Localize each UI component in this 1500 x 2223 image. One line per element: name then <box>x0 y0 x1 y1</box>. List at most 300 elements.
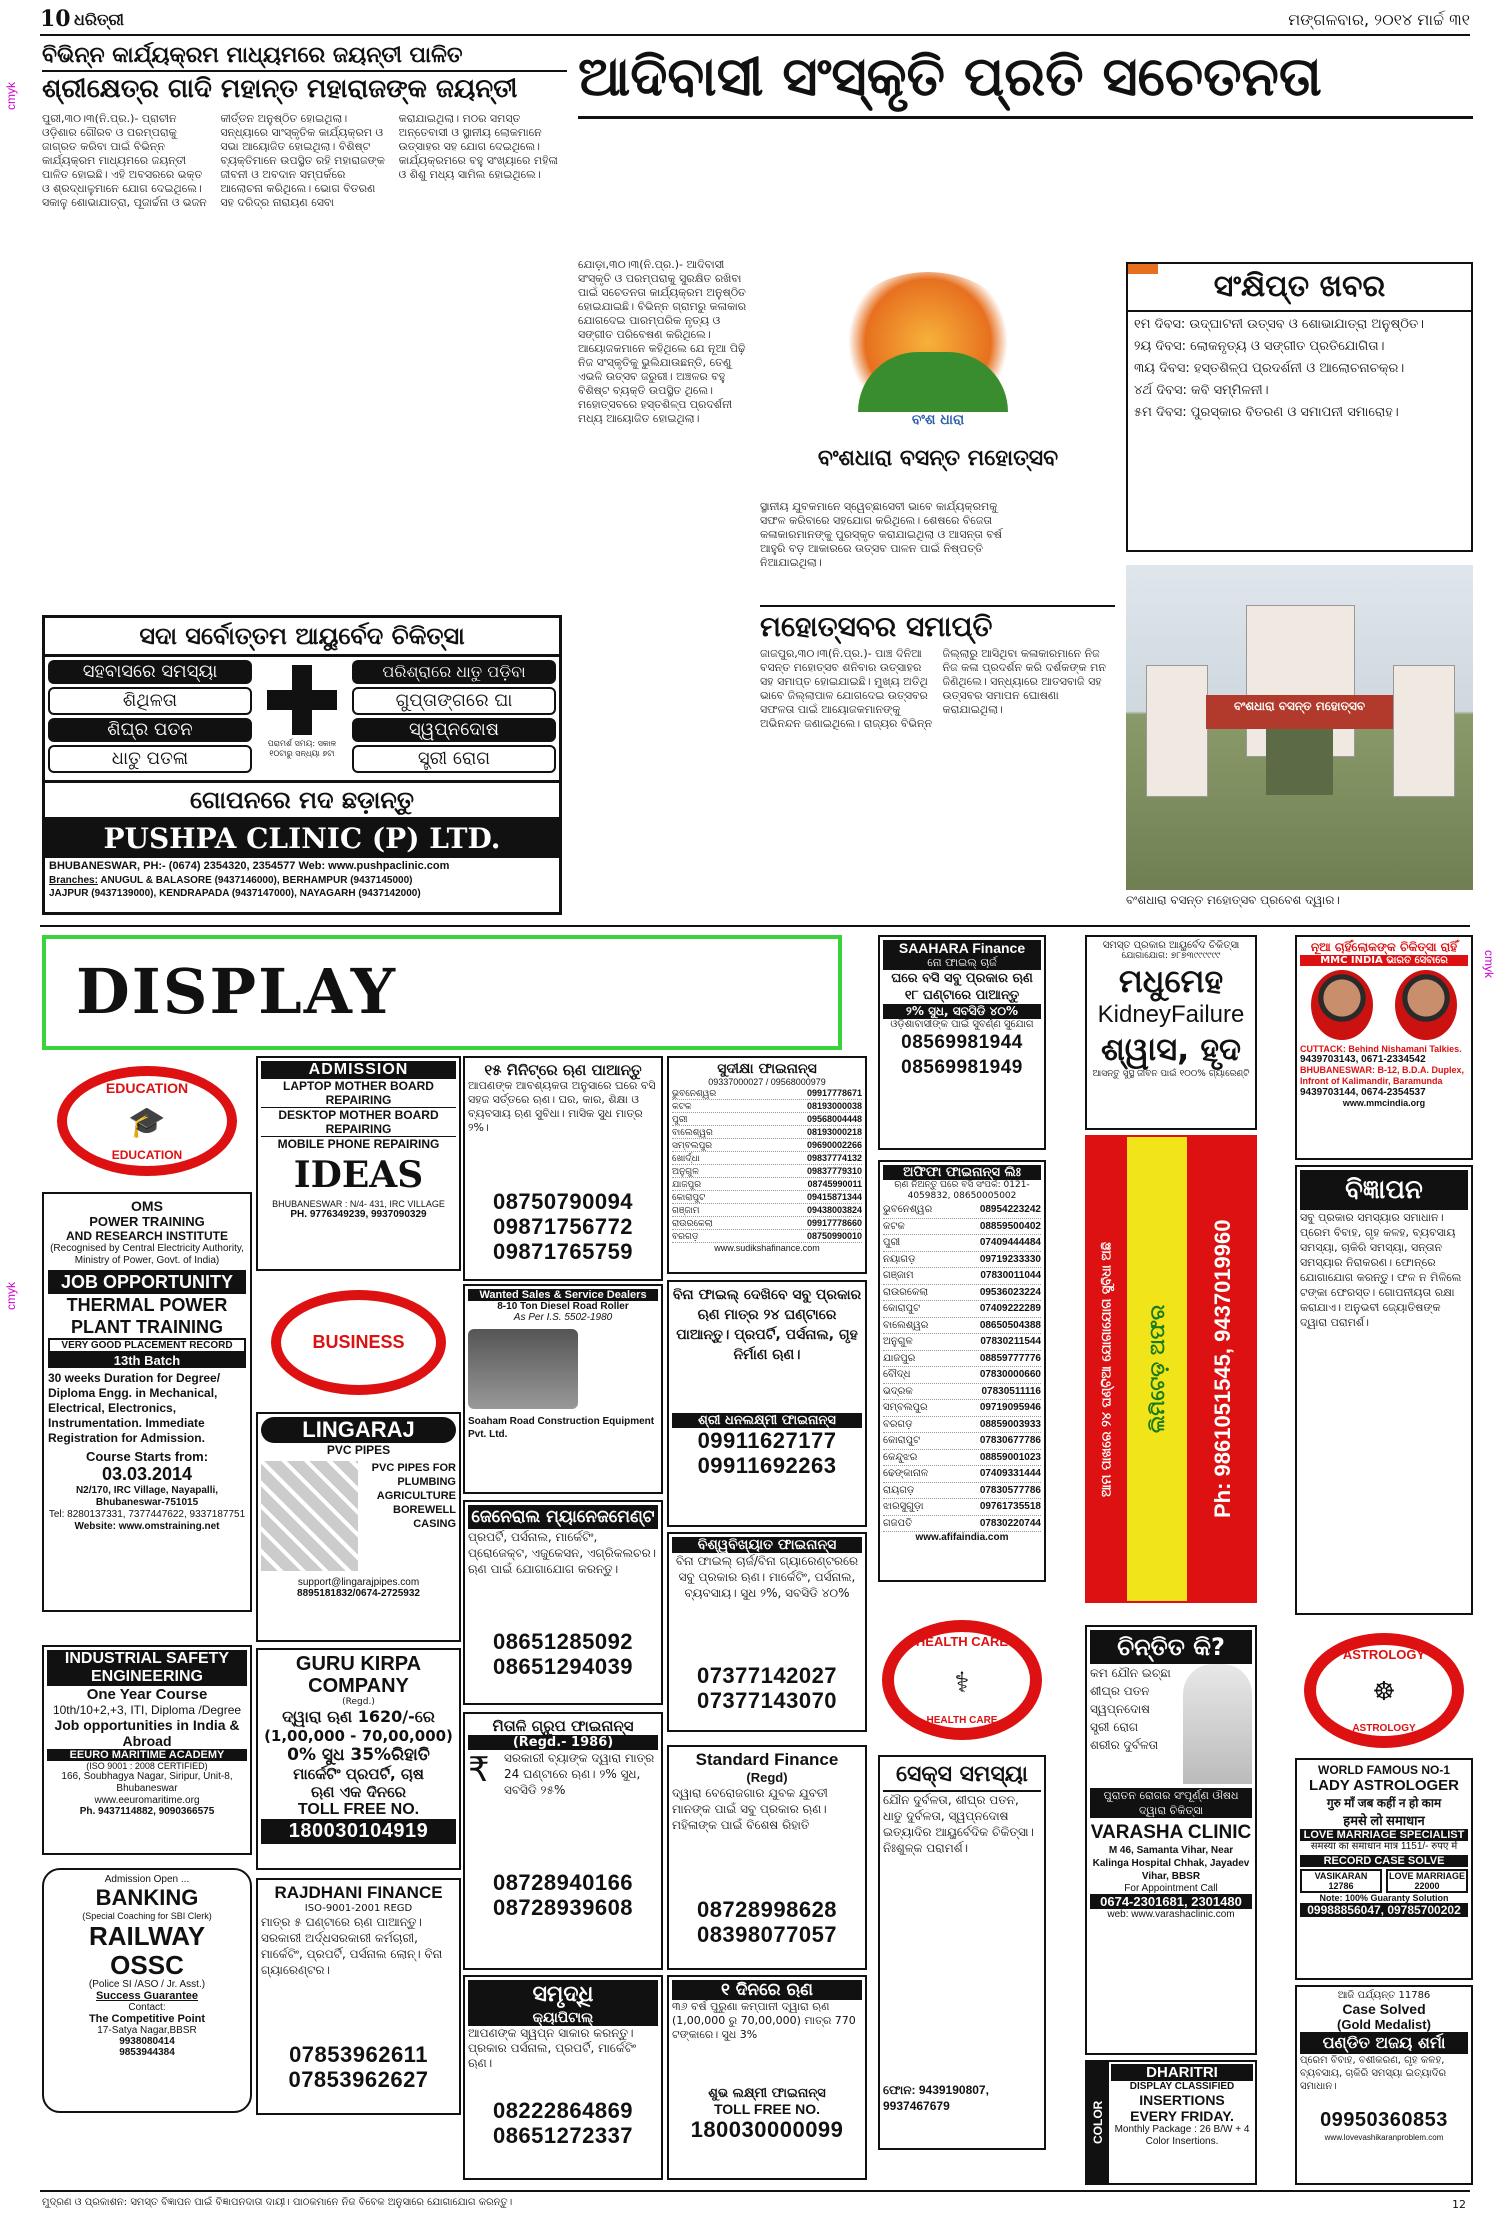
astrologer-ad <box>1295 1758 1473 1980</box>
afifa-city: ରାଉରକେଲା <box>883 1286 929 1298</box>
sudiksha-phone: 09837779310 <box>806 1166 862 1176</box>
mmc-bbsr: BHUBANESWAR: B-12, B.D.A. Duplex, Infront of Kalimandir, Baramunda <box>1300 1065 1465 1086</box>
mitali-ad <box>463 1712 663 1970</box>
samrudhi-sub: କ୍ୟାପିଟାଲ୍ <box>468 2010 658 2026</box>
sidebar-item: ୫ମ ଦିବସ: ପୁରସ୍କାର ବିତରଣ ଓ ସମାପନୀ ସମାରୋହ। <box>1134 405 1399 420</box>
afifa-city: ସମ୍ବଲପୁର <box>883 1402 928 1413</box>
afifa-phone: 08859500402 <box>979 1220 1041 1232</box>
health-top: HEALTH CARE <box>915 1634 1009 1649</box>
astrology-bottom: ASTROLOGY <box>1352 1722 1416 1734</box>
astro-v1: VASIKARAN 12786 <box>1300 1869 1382 1893</box>
rajdhani-p1: 07853962611 <box>289 2042 428 2067</box>
mitali-p2: 08728939608 <box>492 1895 634 1920</box>
standard-p1: 08728998628 <box>696 1897 838 1922</box>
banking-l6: Success Guarantee <box>95 1990 199 2002</box>
vina-body: ବିନା ଫାଇଲ୍ ଦେଖିବେ ସବୁ ପ୍ରକାର ଋଣ ମାତ୍ର ୨୪ ଘଣ୍ଟାରେ ପାଆନ୍ତୁ। ପ୍ରପର୍ଟି, ପର୍ସନାଲ, ଗୃହ ନିର୍ମାଣ ଋଣ। <box>672 1287 862 1363</box>
main-kicker-bar <box>578 116 1473 119</box>
banking-l4: OSSC <box>110 1950 184 1980</box>
saahara-sub: ନୋ ଫାଇଲ୍ ଚାର୍ଜ <box>883 956 1041 970</box>
madhumeha-t2: KidneyFailure <box>1097 1001 1245 1028</box>
soaham-company: Soaham Road Construction Equipment Pvt. Ltd. <box>468 1416 655 1440</box>
standard-body: ଦ୍ୱାରା ବେରୋଜଗାର ଯୁବକ ଯୁବତୀ ମାନଙ୍କ ପାଇଁ ସବୁ ପ୍ରକାର ଋଣ। ମହିଳାଙ୍କ ପାଇଁ ବିଶେଷ ରିହାତି <box>672 1786 828 1832</box>
banking-l10: 9938080414 <box>119 2036 175 2047</box>
doctor-photo <box>1311 970 1373 1040</box>
afifa-rows <box>883 1202 1041 1532</box>
varasha-name: VARASHA CLINIC <box>1090 1822 1252 1843</box>
dharitri-l1: INSERTIONS <box>1139 2092 1225 2108</box>
soaham-title: Wanted Sales & Service Dealers <box>468 1289 658 1301</box>
ideas-c1: LAPTOP MOTHER BOARD REPAIRING <box>261 1079 456 1108</box>
manager-title: ଜେନେରାଲ ମ୍ୟାନେଜମେଣ୍ଟ <box>468 1505 658 1529</box>
varasha-appt: For Appointment Call <box>1124 1883 1218 1894</box>
afifa-city: ନୟାଗଡ଼ <box>883 1253 916 1265</box>
vishwa-body: ବିନା ଫାଇଲ୍ ଚାର୍ଜ/ବିନା ଗ୍ୟାରେଣ୍ଟରରେ ସବୁ ପ୍ରକାର ଋଣ। ମାର୍କେଟିଂ, ପର୍ସନାଲ, ବ୍ୟବସାୟ। ସୁଧ ୨%, ସବସିଡି ୪୦% <box>675 1554 859 1600</box>
afifa-row <box>883 1367 1041 1384</box>
pushpa-branches-1: ANUGUL & BALASORE (9437146000), BERHAMPUR (9437145000) <box>100 875 413 886</box>
samrudhi-ad <box>463 1975 663 2180</box>
vertical-color-ad <box>1085 1135 1257 1603</box>
madhumeha-foot: ଆସନ୍ତୁ ସୁସ୍ଥ ଜୀବନ ପାଇଁ ୧୦୦% ଗ୍ୟାରେଣ୍ଟି <box>1092 1069 1250 1079</box>
pushpa-left-4: ଧାତୁ ପତଳା <box>48 745 252 773</box>
sudiksha-phone: 09690002266 <box>806 1140 862 1150</box>
afifa-city: ବାଲେଶ୍ୱର <box>883 1319 929 1331</box>
afifa-web: www.afifaindia.com <box>915 1532 1009 1543</box>
afifa-phone: 07830211544 <box>980 1336 1041 1347</box>
afifa-row <box>883 1285 1041 1302</box>
sudiksha-city: ପୁରୀ <box>672 1114 688 1124</box>
vina-p1: 09911627177 <box>697 1428 837 1453</box>
mitali-p1: 08728940166 <box>492 1870 634 1895</box>
oms-name: OMS <box>131 1198 163 1214</box>
astro-t6: समस्या का समाधान मात्र 1151/- रुपए में <box>1310 1841 1458 1852</box>
afifa-row <box>883 1483 1041 1500</box>
c3-loan-ad <box>463 1056 663 1281</box>
afifa-city: ଭୁବନେଶ୍ୱର <box>883 1204 933 1215</box>
industrial-iso: (ISO 9001 : 2008 CERTIFIED) <box>86 1761 208 1771</box>
dharitri-l2: EVERY FRIDAY. <box>1130 2108 1234 2124</box>
sudiksha-phone: 09917778671 <box>806 1088 862 1098</box>
afifa-phone: 07830220744 <box>979 1517 1041 1529</box>
ideas-ad <box>256 1056 461 1271</box>
c3-loan-p2: 09871756772 <box>492 1214 634 1239</box>
afifa-city: କଟକ <box>883 1220 905 1232</box>
afifa-city: ପୁରୀ <box>883 1237 901 1248</box>
varasha-web: web: www.varashaclinic.com <box>1107 1909 1235 1920</box>
manager-p2: 08651294039 <box>492 1654 634 1679</box>
afifa-sub: ଋଣ ନିଅନ୍ତୁ ଘରେ ବସି ସଂପର୍କ: 0121-4059832, 08650005002 <box>894 1180 1030 1201</box>
sudiksha-city: ଅନୁଗୁଳ <box>672 1166 699 1176</box>
caduceus-icon: ⚕ <box>954 1665 970 1699</box>
oms-tel: Tel: 8280137331, 7377447622, 9337187751 <box>48 1509 246 1520</box>
astro-t7: RECORD CASE SOLVE <box>1300 1855 1468 1867</box>
afifa-phone: 07830011044 <box>980 1270 1041 1281</box>
graduation-cap-icon: 🎓 <box>128 1104 166 1140</box>
oms-ad <box>42 1192 252 1612</box>
sudiksha-phone: 09438003824 <box>806 1205 862 1215</box>
rajdhani-name: RAJDHANI FINANCE <box>274 1883 443 1902</box>
sudiksha-row <box>672 1217 862 1230</box>
sudiksha-city: ବାଲେଶ୍ୱର <box>672 1127 713 1137</box>
main-headline: ଆଦିବାସୀ ସଂସ୍କୃତି ପ୍ରତି ସଚେତନତା <box>578 45 1322 108</box>
sudiksha-web: www.sudikshafinance.com <box>714 1243 820 1253</box>
education-top: EDUCATION <box>105 1080 189 1096</box>
mmc-cut: CUTTACK: Behind Nishamani Talkies. <box>1300 1044 1462 1054</box>
dharitri-l3: Monthly Package : 26 B/W + 4 Color Insertions. <box>1114 2124 1250 2147</box>
industrial-course: One Year Course <box>86 1686 208 1703</box>
gate-banner-text: ବଂଶଧାରା ବସନ୍ତ ମହୋତ୍ସବ <box>1233 699 1366 713</box>
standard-title: Standard Finance <box>695 1750 839 1769</box>
afifa-phone: 08859003933 <box>979 1418 1041 1430</box>
madhumeha-top: ସମସ୍ତ ପ୍ରକାର ଆୟୁର୍ବେଦ ଚିକିତ୍ସା <box>1102 940 1240 951</box>
vertical-ad-tag: ଲିମିଟେଡ଼ ଅଫର <box>1145 1304 1169 1434</box>
display-classified-banner <box>42 935 842 1050</box>
top-left-story <box>42 42 567 610</box>
pushpa-left-3: ଶିଘ୍ର ପତନ <box>48 718 252 742</box>
festival-logo <box>758 262 1118 492</box>
pushpa-left-1: ସହବାସରେ ସମସ୍ୟା <box>48 660 252 684</box>
vishwa-ad <box>667 1532 867 1732</box>
mmc-name: MMC INDIA ଭାରତ ସେବାରେ <box>1300 955 1468 966</box>
manager-body: ପ୍ରପର୍ଟି, ପର୍ସନାଲ, ମାର୍କେଟିଂ, ପ୍ରୋଜେକ୍ଟ, ଏଜୁକେସନ, ଏଗ୍ରିକଲଚର। ଋଣ ପାଇଁ ଯୋଗାଯୋଗ କରନ୍ତୁ। <box>468 1530 657 1576</box>
pushpa-contact: BHUBANESWAR, PH:- (0674) 2354320, 2354577 Web: www.pushpaclinic.com <box>49 860 450 872</box>
afifa-row <box>883 1433 1041 1450</box>
ideas-addr: BHUBANESWAR : N/4- 431, IRC VILLAGE <box>272 1199 445 1209</box>
vishwa-p1: 07377142027 <box>696 1663 838 1688</box>
afifa-row <box>883 1235 1041 1252</box>
standard-p2: 08398077057 <box>696 1922 838 1947</box>
doctor-photo <box>1395 970 1457 1040</box>
astrology-emblem <box>1295 1625 1473 1755</box>
health-care-emblem <box>878 1610 1046 1750</box>
afifa-row <box>883 1202 1041 1219</box>
afifa-row <box>883 1268 1041 1285</box>
varasha-item: ସ୍ୱପ୍ନଦୋଷ <box>1090 1702 1150 1716</box>
oneday-title: ୧ ଦିନରେ ଋଣ <box>672 1980 862 2000</box>
sudiksha-city: ରାଉରକେଲା <box>672 1218 713 1228</box>
woman-photo <box>1183 1664 1252 1784</box>
astro-t1: WORLD FAMOUS NO-1 <box>1318 1763 1450 1777</box>
section-rule <box>40 925 1470 927</box>
gurukirpa-l2: (1,00,000 - 70,00,000) <box>264 1727 453 1745</box>
pushpa-right-2: ଗୁପ୍ତାଙ୍ଗରେ ଘା <box>352 687 556 715</box>
astro-t2: LADY ASTROLOGER <box>1308 1777 1459 1794</box>
cmyk-mark-left-1: cmyk <box>4 82 18 110</box>
right-text-body: ସବୁ ପ୍ରକାର ସମସ୍ୟାର ସମାଧାନ। ପ୍ରେମ ବିବାହ, ଗୃହ କଳହ, ବ୍ୟବସାୟ ସମସ୍ୟା, ଚାକିରି ସମସ୍ୟା, ସନ୍ତାନ ସମସ୍ୟାର ନିରାକରଣ। ଫୋନ୍‌ରେ ଯୋଗାଯୋଗ କରନ୍ତୁ। ଫଳ ନ ମିଳିଲେ ଟଙ୍କା ଫେରସ୍ତ। ଗୋପନୀୟତା ରକ୍ଷା କରାଯାଏ। ଅନୁଭବୀ ଜ୍ୟୋତିଷଙ୍କ ଦ୍ୱାରା ପରାମର୍ଶ। <box>1300 1211 1462 1329</box>
gurukirpa-l5: ଋଣ ଏକ ଦିନରେ <box>310 1783 407 1801</box>
main-story-col1: ଯୋଡ଼ା,୩୦।୩(ନି.ପ୍ର.)- ଆଦିବାସୀ ସଂସ୍କୃତି ଓ ପରମ୍ପରାକୁ ସୁରକ୍ଷିତ ରଖିବା ପାଇଁ ସଚେତନତା କାର୍ଯ୍ୟକ୍ରମ ଅନୁଷ୍ଠିତ ହୋଇଯାଇଛି। ବିଭିନ୍ନ ଗ୍ରାମରୁ କଳାକାର ଯୋଗଦେଇ ପାରମ୍ପରିକ ନୃତ୍ୟ ଓ ସଙ୍ଗୀତ ପରିବେଷଣ କରିଥିଲେ। ଆୟୋଜକମାନେ କହିଥିଲେ ଯେ ନୂଆ ପିଢ଼ି ନିଜ ସଂସ୍କୃତିକୁ ଭୁଲିଯାଉଛନ୍ତି, ତେଣୁ ଏଭଳି ଉତ୍ସବ ଜରୁରୀ। ଅଞ୍ଚଳର ବହୁ ବିଶିଷ୍ଟ ବ୍ୟକ୍ତି ଉପସ୍ଥିତ ଥିଲେ। ମହୋତ୍ସବରେ ହସ୍ତଶିଳ୍ପ ପ୍ରଦର୍ଶନୀ ମଧ୍ୟ ଆୟୋଜିତ ହୋଇଥିଲା। <box>578 258 747 425</box>
afifa-city: ଭଦ୍ରକ <box>883 1385 913 1397</box>
banking-l11: 9853944384 <box>119 2047 175 2058</box>
sidebar-item: ୪ର୍ଥ ଦିବସ: କବି ସମ୍ମିଳନୀ। <box>1134 383 1269 398</box>
ideas-c2: DESKTOP MOTHER BOARD REPAIRING <box>261 1108 456 1137</box>
afifa-row <box>883 1450 1041 1467</box>
banking-l2: (Special Coaching for SBI Clerk) <box>82 1911 212 1921</box>
vertical-ad-text: ଆମ ପାଖରେ ୨୪ ଘଣ୍ଟିଆ ଯୋଗାଯୋଗ ସୁବିଧା ଅଛି <box>1099 1241 1115 1497</box>
sudiksha-row <box>672 1113 862 1126</box>
banking-ad <box>42 1868 252 2113</box>
pushpa-right-3: ସ୍ୱପ୍ନଦୋଷ <box>352 718 556 742</box>
pushpa-right-4: ସ୍ତ୍ରୀ ରୋଗ <box>352 745 556 773</box>
oms-guarantee: VERY GOOD PLACEMENT RECORD <box>48 1338 246 1353</box>
sas-ad <box>878 1755 1046 2150</box>
saahara-l1: ଘରେ ବସି ସବୁ ପ୍ରକାର ଋଣ ୧୮ ଘଣ୍ଟାରେ ପାଆନ୍ତୁ <box>891 971 1033 1003</box>
mmc-cut-ph: 9439703143, 0671-2334542 <box>1300 1054 1426 1065</box>
oms-l1: POWER TRAINING <box>89 1214 205 1229</box>
sudiksha-phone: 08745990011 <box>807 1179 862 1189</box>
afifa-row <box>883 1384 1041 1401</box>
gurukirpa-ad <box>256 1648 461 1870</box>
vina-p2: 09911692263 <box>697 1453 837 1478</box>
case-solved-ad <box>1295 1985 1473 2185</box>
zodiac-icon: ☸ <box>1372 1677 1396 1707</box>
page-header <box>40 6 1470 32</box>
afifa-phone: 07830677786 <box>979 1435 1041 1446</box>
rajdhani-p2: 07853962627 <box>288 2067 429 2092</box>
vina-name: ଶ୍ରୀ ଧନଲକ୍ଷ୍ମୀ ଫାଇନାନ୍ସ <box>672 1413 862 1428</box>
main-story <box>578 42 1473 257</box>
sudiksha-city: ଯାଜପୁର <box>672 1179 702 1189</box>
story-kicker: ବିଭିନ୍ନ କାର୍ଯ୍ୟକ୍ରମ ମାଧ୍ୟମରେ ଜୟନ୍ତୀ ପାଳିତ <box>42 42 567 72</box>
festival-caption: ବଂଶଧାରା ବସନ୍ତ ମହୋତ୍ସବ <box>817 446 1059 471</box>
oms-starts: Course Starts from: <box>85 1449 209 1464</box>
health-bottom: HEALTH CARE <box>926 1715 998 1726</box>
sidebar-box <box>1126 262 1473 552</box>
afifa-city: କୋରାପୁଟ <box>883 1303 921 1314</box>
sidebar-item: ୩ୟ ଦିବସ: ହସ୍ତଶିଳ୍ପ ପ୍ରଦର୍ଶନୀ ଓ ଆଲୋଚନାଚକ୍ର। <box>1134 361 1405 376</box>
afifa-row <box>883 1466 1041 1483</box>
sudiksha-row <box>672 1126 862 1139</box>
footer-page-no: 12 <box>1452 2198 1466 2211</box>
afifa-row <box>883 1417 1041 1434</box>
ideas-title: ADMISSION <box>261 1061 456 1079</box>
pushpa-branches-2: JAJPUR (9437139000), KENDRAPADA (9437147000), NAYAGARH (9437142000) <box>49 888 421 899</box>
mitali-title: ମିତାଳି ଗ୍ରୁପ ଫାଇନାନ୍ସ <box>492 1717 634 1735</box>
lingaraj-ad <box>256 1412 461 1642</box>
case-web: www.lovevashikaranproblem.com <box>1324 2133 1444 2142</box>
second-story <box>760 605 1115 910</box>
astrology-top: ASTROLOGY <box>1342 1646 1426 1662</box>
afifa-phone: 07409444484 <box>979 1237 1041 1248</box>
mmc-bbsr-ph: 9439703144, 0674-2354537 <box>1300 1087 1426 1098</box>
sudiksha-row <box>672 1204 862 1217</box>
afifa-city: ବୌଦ୍ଧ <box>883 1369 911 1380</box>
ideas-ph: PH. 9776349239, 9937090329 <box>290 1209 427 1220</box>
afifa-phone: 09536023224 <box>979 1286 1041 1298</box>
afifa-phone: 08859777776 <box>979 1352 1041 1364</box>
banking-l3: RAILWAY <box>88 1921 206 1951</box>
pushpa-name: PUSHPA CLINIC (P) LTD. <box>45 820 559 858</box>
business-emblem <box>256 1280 461 1405</box>
cmyk-mark-right: cmyk <box>1482 950 1496 978</box>
sudiksha-phone: 09415871344 <box>806 1192 862 1202</box>
afifa-city: କୋରାପୁଟ <box>883 1435 921 1446</box>
astro-t8: Note: 100% Guaranty Solution <box>1319 1893 1449 1903</box>
standard-ad <box>667 1745 867 1970</box>
pushpa-branches-label: Branches: <box>49 875 98 886</box>
afifa-city: ଢେଙ୍କାନାଳ <box>883 1468 929 1479</box>
sudiksha-phone: 08193000218 <box>806 1127 862 1137</box>
oneday-ad <box>667 1975 867 2180</box>
c3-loan-body: ଆପଣଙ୍କ ଆବଶ୍ୟକତା ଅନୁସାରେ ଘରେ ବସି ସହଜ ସର୍ତ୍ତରେ ଋଣ। ଘର, କାର, ଶିକ୍ଷା ଓ ବ୍ୟବସାୟ ଋଣ ସୁବିଧା। ମାସିକ ସୁଧ ମାତ୍ର ୨%। <box>468 1079 656 1134</box>
oms-l3: (Recognised by Central Electricity Authority, Ministry of Power, Govt. of India) <box>50 1243 244 1266</box>
saahara-l3: ଓଡ଼ିଶାବାସୀଙ୍କ ପାଇଁ ସୁବର୍ଣ୍ଣ ସୁଯୋଗ <box>890 1019 1034 1030</box>
pushpa-left-2: ଶିଥିଳତା <box>48 687 252 715</box>
sudiksha-row <box>672 1230 862 1243</box>
afifa-phone: 08954223242 <box>979 1204 1041 1215</box>
header-rule <box>40 34 1470 36</box>
madhumeha-ad <box>1085 935 1257 1130</box>
mitali-body: ସରକାରୀ ବ୍ୟାଙ୍କ ଦ୍ୱାରା ମାତ୍ର 24 ଘଣ୍ଟାରେ ଋଣ। ୨% ସୁଧ, ସବସିଡି ୨୫% <box>504 1751 655 1797</box>
mmc-web: www.mmcindia.org <box>1342 1098 1426 1108</box>
afifa-city: ଅନୁଗୁଳ <box>883 1336 913 1347</box>
afifa-row <box>883 1219 1041 1236</box>
afifa-row <box>883 1301 1041 1318</box>
sudiksha-rows <box>672 1087 862 1243</box>
saahara-ad <box>878 935 1046 1150</box>
afifa-row <box>883 1516 1041 1533</box>
story-body: ପୁରୀ,୩୦।୩(ନି.ପ୍ର.)- ପ୍ରାଚୀନ ଓଡ଼ିଶାର ଗୌରବ ଓ ପରମ୍ପରାକୁ ଜାଗ୍ରତ କରିବା ପାଇଁ ବିଭିନ୍ନ କାର୍ଯ୍ୟକ୍ରମ ମାଧ୍ୟମରେ ଜୟନ୍ତୀ ପାଳିତ ହୋଇଛି। ଏହି ଅବସରରେ ଭକ୍ତ ଓ ଶ୍ରଦ୍ଧାଳୁମାନେ ଯୋଗ ଦେଇଥିଲେ। ସକାଳୁ ଶୋଭାଯାତ୍ରା, ପୂଜାର୍ଚ୍ଚନା ଓ ଭଜନ କୀର୍ତ୍ତନ ଅନୁଷ୍ଠିତ ହୋଇଥିଲା। ସନ୍ଧ୍ୟାରେ ସାଂସ୍କୃତିକ କାର୍ଯ୍ୟକ୍ରମ ଓ ସଭା ଆୟୋଜିତ ହୋଇଥିଲା। ବିଶିଷ୍ଟ ବ୍ୟକ୍ତିମାନେ ଉପସ୍ଥିତ ରହି ମହାରାଜଙ୍କ ଜୀବନୀ ଓ ଅବଦାନ ସମ୍ପର୍କରେ ଆଲୋଚନା କରିଥିଲେ। ଭୋଗ ବିତରଣ ସହ ଦରିଦ୍ର ନାରାୟଣ ସେବା କରାଯାଇଥିଲା। ମଠର ସମସ୍ତ ଅନ୍ତେବାସୀ ଓ ସ୍ଥାନୀୟ ଲୋକମାନେ ଉତ୍ସାହର ସହ ଯୋଗ ଦେଇଥିଲେ। କାର୍ଯ୍ୟକ୍ରମରେ ବହୁ ସଂଖ୍ୟାରେ ମହିଳା ଓ ଶିଶୁ ମଧ୍ୟ ସାମିଲ ହୋଇଥିଲେ। <box>42 112 558 209</box>
gate-photo <box>1126 565 1473 890</box>
pipes-graphic <box>261 1461 358 1571</box>
ideas-c3: MOBILE PHONE REPAIRING <box>277 1137 440 1151</box>
dharitri-ad <box>1085 2060 1257 2185</box>
sudiksha-row <box>672 1152 862 1165</box>
afifa-phone: 07830000660 <box>979 1369 1041 1380</box>
case-note: ଆଜି ପର୍ଯ୍ୟନ୍ତ 11786 <box>1337 1990 1431 2001</box>
astro-v2: LOVE MARRIAGE 22000 <box>1386 1869 1468 1893</box>
sudiksha-city: ବରଗଡ଼ <box>672 1231 699 1241</box>
standard-regd: (Regd) <box>746 1770 788 1785</box>
banking-l5: (Police SI /ASO / Jr. Asst.) <box>88 1979 206 1990</box>
c3-loan-p3: 09871765759 <box>492 1239 634 1264</box>
afifa-phone: 09719233330 <box>979 1253 1041 1265</box>
lingaraj-email: support@lingarajpipes.com <box>297 1577 420 1588</box>
sudiksha-city: ସମ୍ବଲପୁର <box>672 1140 713 1150</box>
varasha-item: ଶୀଘ୍ର ପତନ <box>1090 1684 1150 1698</box>
afifa-city: ଗଜପତି <box>883 1517 913 1529</box>
oneday-name: ଶୁଭ ଲକ୍ଷ୍ମୀ ଫାଇନାନ୍ସ <box>708 2086 826 2101</box>
banner-text: DISPLAY <box>76 955 398 1028</box>
banking-l8: The Competitive Point <box>88 2013 206 2025</box>
education-bottom: EDUCATION <box>111 1148 183 1162</box>
sudiksha-row <box>672 1087 862 1100</box>
soaham-product: 8-10 Ton Diesel Road Roller <box>497 1301 629 1312</box>
page-number: 10 <box>40 6 71 32</box>
afifa-row <box>883 1334 1041 1351</box>
main-story-col2: ସ୍ଥାନୀୟ ଯୁବକମାନେ ସ୍ୱେଚ୍ଛାସେବୀ ଭାବେ କାର୍ଯ୍ୟକ୍ରମକୁ ସଫଳ କରିବାରେ ସହଯୋଗ କରିଥିଲେ। ଶେଷରେ ବିଜେତା କଳାକାରମାନଙ୍କୁ ପୁରସ୍କୃତ କରାଯାଇଥିଲା ଓ ଆସନ୍ତା ବର୍ଷ ଆହୁରି ବଡ଼ ଆକାରରେ ଉତ୍ସବ ପାଳନ ପାଇଁ ନିଷ୍ପତ୍ତି ନିଆଯାଇଥିଲା। <box>760 500 1002 569</box>
afifa-phone: 09761735518 <box>979 1501 1041 1512</box>
madhumeha-t1: ମଧୁମେହ <box>1118 962 1224 1000</box>
manager-ad <box>463 1500 663 1705</box>
afifa-phone: 07830511116 <box>981 1385 1041 1397</box>
sudiksha-title: ସୁଦୀକ୍ଷା ଫାଇନାନ୍ସ <box>717 1061 817 1077</box>
afifa-phone: 09719095946 <box>979 1402 1041 1413</box>
pushpa-title: ସଦା ସର୍ବୋତ୍ତମ ଆୟୁର୍ବେଦ ଚିକିତ୍ସା <box>45 618 559 657</box>
samrudhi-p2: 08651272337 <box>492 2123 634 2148</box>
sudiksha-row <box>672 1165 862 1178</box>
dharitri-name: DHARITRI <box>1111 2064 1253 2081</box>
varasha-ph: 0674-2301681, 2301480 <box>1090 1894 1252 1909</box>
industrial-ph: Ph. 9437114882, 9090366575 <box>79 1806 215 1817</box>
rajdhani-body: ମାତ୍ର ୫ ଘଣ୍ଟାରେ ଋଣ ପାଆନ୍ତୁ। ସରକାରୀ ଅର୍ଦ୍ଧସରକାରୀ କର୍ମଚାରୀ, ମାର୍କେଟିଂ, ପ୍ରପର୍ଟି, ପର୍ସନାଲ ଲୋନ୍। ବିନା ଗ୍ୟାରେଣ୍ଟର। <box>261 1915 443 1977</box>
sudiksha-ph-top: 09337000027 / 09568000979 <box>708 1077 826 1087</box>
afifa-row <box>883 1400 1041 1417</box>
saahara-title: SAAHARA Finance <box>883 940 1041 956</box>
oms-course: THERMAL POWER PLANT TRAINING <box>66 1295 228 1337</box>
oneday-toll: TOLL FREE NO. <box>713 2101 821 2117</box>
lingaraj-ph: 8895181832/0674-2725932 <box>297 1588 420 1599</box>
industrial-elig: 10th/10+2,+3, ITI, Diploma /Degree <box>52 1703 242 1717</box>
sudiksha-row <box>672 1178 862 1191</box>
sudiksha-row <box>672 1139 862 1152</box>
sudiksha-phone: 09837774132 <box>806 1153 862 1163</box>
cmyk-mark-left-2: cmyk <box>4 1282 18 1310</box>
afifa-phone: 08650504388 <box>979 1319 1041 1331</box>
sudiksha-city: କଟକ <box>672 1101 692 1111</box>
afifa-phone: 08859001023 <box>979 1451 1041 1463</box>
afifa-phone: 07409222289 <box>979 1303 1041 1314</box>
banking-l7: Contact: <box>128 2002 166 2013</box>
afifa-row <box>883 1499 1041 1516</box>
pushpa-right-1: ପରିଶ୍ରାରେ ଧାତୁ ପଡ଼ିବା <box>352 660 556 684</box>
medical-cross-icon <box>267 665 337 735</box>
case-ph: 09950360853 <box>1320 2109 1448 2131</box>
varasha-title: ଚିନ୍ତିତ କି? <box>1090 1630 1252 1664</box>
oms-web: Website: www.omstraining.net <box>74 1521 220 1532</box>
sudiksha-city: ଗଞ୍ଜାମ <box>672 1205 700 1215</box>
gurukirpa-number: 180030104919 <box>261 1819 456 1844</box>
gurukirpa-l3: 0% ସୁଧ 35%ରିହାତି <box>287 1745 430 1765</box>
lingaraj-name: LINGARAJ <box>261 1417 456 1443</box>
afifa-phone: 07830577786 <box>979 1484 1041 1496</box>
case-body: ପ୍ରେମ ବିବାହ, ବଶୀକରଣ, ଗୃହ କଳହ, ବ୍ୟବସାୟ, ଚାକିରି ସମସ୍ୟା ଇତ୍ୟାଦିର ସମାଧାନ। <box>1300 2055 1447 2092</box>
sudiksha-city: କୋରାପୁଟ <box>672 1192 706 1202</box>
case-t2: (Gold Medalist) <box>1337 2017 1431 2032</box>
lingaraj-sub: PVC PIPES <box>326 1443 391 1457</box>
gate-caption: ବଂଶଧାରା ବସନ୍ତ ମହୋତ୍ସବ ପ୍ରବେଶ ଦ୍ୱାର। <box>1126 893 1340 907</box>
vina-ad <box>667 1280 867 1527</box>
sas-body: ଯୌନ ଦୁର୍ବଳତା, ଶୀଘ୍ର ପତନ, ଧାତୁ ଦୁର୍ବଳତା, ସ୍ୱପ୍ନଦୋଷ ଇତ୍ୟାଦିର ଆୟୁର୍ବେଦିକ ଚିକିତ୍ସା। ନିଃଶୁଳ୍କ ପରାମର୍ଶ। <box>883 1793 1034 1855</box>
vertical-ad-phone: Ph: 9861051545, 9437019960 <box>1210 1219 1235 1519</box>
sudiksha-phone: 08193000038 <box>806 1101 862 1111</box>
saahara-p2: 08569981949 <box>901 1057 1023 1078</box>
education-emblem <box>42 1056 252 1186</box>
dharitri-side: COLOR <box>1091 2100 1105 2145</box>
samrudhi-p1: 08222864869 <box>492 2098 634 2123</box>
lingaraj-uses: PVC PIPES FOR PLUMBING AGRICULTURE BOREWELL CASING <box>371 1462 456 1530</box>
second-headline: ମହୋତ୍ସବର ସମାପ୍ତି <box>760 610 993 643</box>
afifa-city: କେନ୍ଦୁଝର <box>883 1451 918 1463</box>
gurukirpa-tollfree: TOLL FREE NO. <box>297 1801 420 1818</box>
afifa-city: ଝାରସୁଗୁଡ଼ା <box>883 1501 924 1512</box>
samrudhi-title: ସମୃଦ୍ଧି <box>468 1980 658 2010</box>
sas-addr: ଫୋନ: 9439190807, 9937467679 <box>883 2083 989 2113</box>
afifa-row <box>883 1318 1041 1335</box>
afifa-ad <box>878 1160 1046 1582</box>
soaham-ad <box>463 1284 663 1494</box>
oms-job: JOB OPPORTUNITY <box>48 1270 246 1294</box>
ideas-logo: IDEAS <box>293 1154 424 1196</box>
sudiksha-phone: 09917778660 <box>806 1218 862 1228</box>
saahara-l2: ୨% ସୁଧ, ସବସିଡି ୪୦% <box>883 1004 1041 1019</box>
c3-loan-title: ୧୫ ମିନିଟ୍‌ରେ ଋଣ ପାଆନ୍ତୁ <box>484 1061 642 1079</box>
footer-rule <box>40 2190 1470 2192</box>
newspaper-name: ଧରିତ୍ରୀ <box>74 10 124 29</box>
right-text-title: ବିଜ୍ଞାପନ <box>1300 1170 1468 1210</box>
oneday-num: 180030000099 <box>690 2117 844 2142</box>
story-headline: ଶ୍ରୀକ୍ଷେତ୍ର ଗାଦି ମହାନ୍ତ ମହାରାଜଙ୍କ ଜୟନ୍ତୀ <box>42 74 518 104</box>
oms-addr: N2/170, IRC Village, Nayapalli, Bhubaneswar-751015 <box>75 1485 219 1508</box>
